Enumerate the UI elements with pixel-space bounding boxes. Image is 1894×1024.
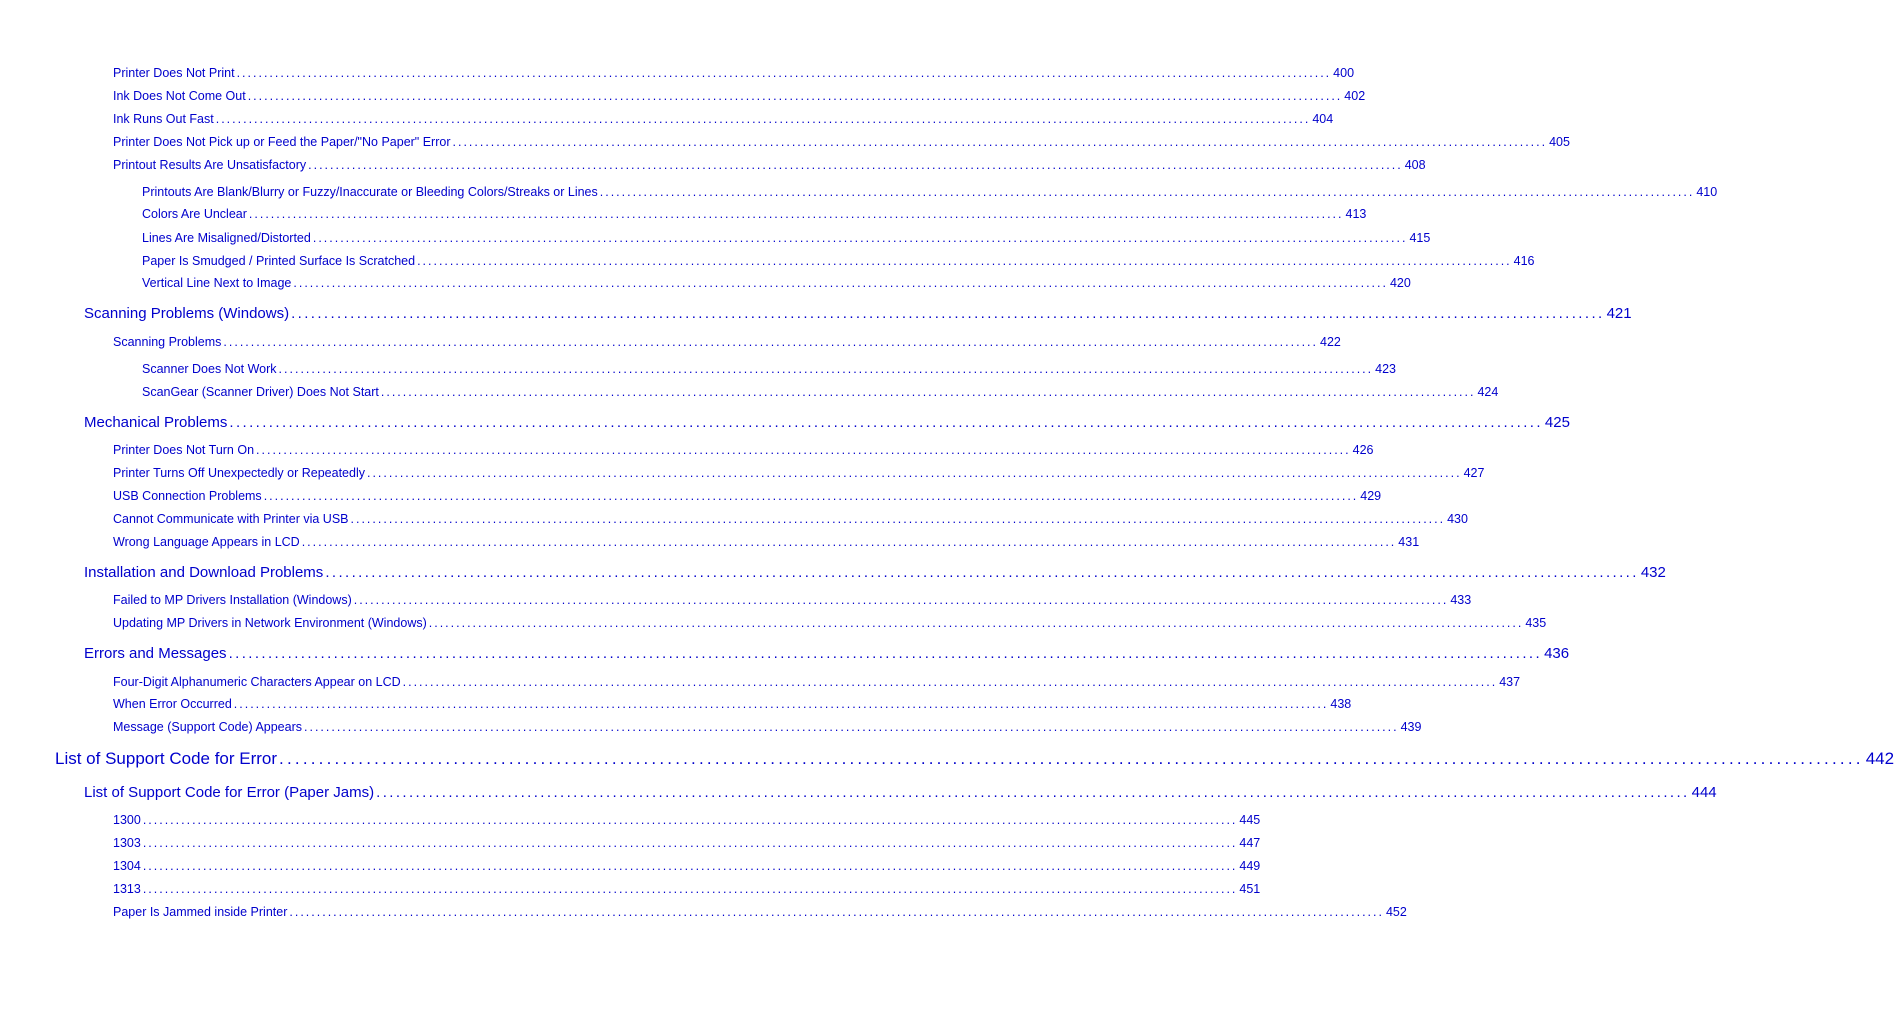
toc-entry[interactable] xyxy=(113,675,1521,689)
dot-leader: ........................................................................................................................................................................................................ xyxy=(142,882,1238,896)
toc-entry[interactable] xyxy=(55,749,1894,769)
toc-entry-page-number: 425 xyxy=(1544,414,1570,431)
toc-entry[interactable] xyxy=(113,882,1261,896)
toc-entry-title: Scanner Does Not Work xyxy=(142,362,277,376)
toc-entry-title: Printouts Are Blank/Blurry or Fuzzy/Inaccurate or Bleeding Colors/Streaks or Lines xyxy=(142,185,598,199)
dot-leader: ........................................................................................................................................................................................................ xyxy=(278,362,1374,376)
toc-entry-page-number: 408 xyxy=(1404,158,1426,172)
toc-entry-title: Printer Does Not Turn On xyxy=(113,443,255,457)
toc-entry[interactable] xyxy=(113,135,1570,149)
toc-entry-title: Scanning Problems (Windows) xyxy=(84,305,290,322)
toc-entry-page-number: 413 xyxy=(1345,207,1367,221)
toc-entry-title: 1313 xyxy=(113,882,141,896)
toc-entry-page-number: 421 xyxy=(1606,305,1632,322)
dot-leader: ........................................................................................................................................................................................................ xyxy=(233,697,1329,711)
toc-entry[interactable] xyxy=(113,535,1420,549)
toc-entry[interactable] xyxy=(113,859,1261,873)
toc-entry-page-number: 444 xyxy=(1691,784,1717,801)
dot-leader: ........................................................................................................................................................................................................ xyxy=(142,836,1238,850)
dot-leader: ........................................................................................................................................................................................................ xyxy=(304,720,1399,734)
toc-entry-title: Cannot Communicate with Printer via USB xyxy=(113,512,349,526)
dot-leader: ........................................................................................................................................................................................................ xyxy=(599,185,1695,199)
dot-leader: ........................................................................................................................................................................................................ xyxy=(325,564,1639,581)
dot-leader: ........................................................................................................................................................................................................ xyxy=(380,385,1476,399)
toc-entry-page-number: 424 xyxy=(1477,385,1499,399)
toc-entry[interactable] xyxy=(113,443,1374,457)
toc-entry-title: 1303 xyxy=(113,836,141,850)
toc-entry[interactable] xyxy=(113,489,1382,503)
toc-entry[interactable] xyxy=(113,66,1355,80)
dot-leader: ........................................................................................................................................................................................................ xyxy=(279,749,1864,768)
toc-entry-page-number: 429 xyxy=(1360,489,1382,503)
toc-entry-title: USB Connection Problems xyxy=(113,489,262,503)
toc-entry-page-number: 442 xyxy=(1865,749,1894,768)
toc-entry-page-number: 431 xyxy=(1398,535,1420,549)
dot-leader: ........................................................................................................................................................................................................ xyxy=(215,112,1311,126)
toc-entry-page-number: 433 xyxy=(1450,593,1472,607)
toc-entry[interactable] xyxy=(142,207,1367,221)
toc-entry-title: Paper Is Jammed inside Printer xyxy=(113,905,288,919)
toc-entry-title: Printout Results Are Unsatisfactory xyxy=(113,158,307,172)
dot-leader: ........................................................................................................................................................................................................ xyxy=(248,207,1344,221)
toc-entry-page-number: 439 xyxy=(1400,720,1422,734)
toc-entry-page-number: 426 xyxy=(1352,443,1374,457)
toc-entry-page-number: 435 xyxy=(1525,616,1547,630)
toc-entry-title: Ink Does Not Come Out xyxy=(113,89,246,103)
toc-entry[interactable] xyxy=(113,813,1261,827)
dot-leader: ........................................................................................................................................................................................................ xyxy=(402,675,1498,689)
toc-entry-title: When Error Occurred xyxy=(113,697,232,711)
dot-leader: ........................................................................................................................................................................................................ xyxy=(142,813,1238,827)
toc-entry-title: ScanGear (Scanner Driver) Does Not Start xyxy=(142,385,379,399)
toc-entry[interactable] xyxy=(84,784,1717,801)
toc-entry[interactable] xyxy=(113,89,1366,103)
dot-leader: ........................................................................................................................................................................................................ xyxy=(452,135,1548,149)
toc-entry-title: List of Support Code for Error (Paper Jams) xyxy=(84,784,375,801)
toc-entry[interactable] xyxy=(113,905,1407,919)
toc-entry-title: Installation and Download Problems xyxy=(84,564,324,581)
dot-leader: ........................................................................................................................................................................................................ xyxy=(376,784,1690,801)
toc-entry[interactable] xyxy=(142,362,1396,376)
toc-entry[interactable] xyxy=(142,385,1499,399)
toc-entry-page-number: 451 xyxy=(1239,882,1261,896)
toc-entry-title: List of Support Code for Error xyxy=(55,749,278,768)
toc-entry-page-number: 402 xyxy=(1344,89,1366,103)
toc-entry[interactable] xyxy=(113,593,1472,607)
toc-entry-page-number: 449 xyxy=(1239,859,1261,873)
toc-entry-page-number: 430 xyxy=(1447,512,1468,526)
toc-entry-page-number: 420 xyxy=(1389,276,1411,290)
dot-leader: ........................................................................................................................................................................................................ xyxy=(353,593,1449,607)
dot-leader: ........................................................................................................................................................................................................ xyxy=(428,616,1524,630)
dot-leader: ........................................................................................................................................................................................................ xyxy=(291,305,1605,322)
dot-leader: ........................................................................................................................................................................................................ xyxy=(312,231,1408,245)
toc-entry-title: Failed to MP Drivers Installation (Windows) xyxy=(113,593,352,607)
toc-entry-page-number: 410 xyxy=(1696,185,1718,199)
dot-leader: ........................................................................................................................................................................................................ xyxy=(223,335,1318,349)
toc-entry[interactable] xyxy=(142,185,1718,199)
toc-entry-title: Ink Runs Out Fast xyxy=(113,112,214,126)
toc-entry-title: Four-Digit Alphanumeric Characters Appear on LCD xyxy=(113,675,401,689)
dot-leader: ........................................................................................................................................................................................................ xyxy=(236,66,1332,80)
dot-leader: ........................................................................................................................................................................................................ xyxy=(229,414,1543,431)
dot-leader: ........................................................................................................................................................................................................ xyxy=(308,158,1403,172)
toc-entry[interactable] xyxy=(142,276,1411,290)
dot-leader: ........................................................................................................................................................................................................ xyxy=(350,512,1446,526)
toc-entry-title: Colors Are Unclear xyxy=(142,207,247,221)
toc-entry[interactable] xyxy=(84,645,1570,662)
dot-leader: ........................................................................................................................................................................................................ xyxy=(289,905,1384,919)
toc-entry-title: Mechanical Problems xyxy=(84,414,228,431)
dot-leader: ........................................................................................................................................................................................................ xyxy=(263,489,1359,503)
toc-entry-page-number: 416 xyxy=(1513,254,1535,268)
toc-entry-title: Vertical Line Next to Image xyxy=(142,276,292,290)
toc-entry-title: Scanning Problems xyxy=(113,335,222,349)
toc-entry-page-number: 432 xyxy=(1640,564,1666,581)
toc-entry[interactable] xyxy=(84,564,1666,581)
toc-entry-page-number: 404 xyxy=(1312,112,1334,126)
toc-entry-title: Errors and Messages xyxy=(84,645,227,662)
toc-entry-title: 1304 xyxy=(113,859,141,873)
toc-entry-page-number: 405 xyxy=(1549,135,1570,149)
toc-entry-page-number: 447 xyxy=(1239,836,1261,850)
toc-entry-page-number: 427 xyxy=(1463,466,1485,480)
toc-entry[interactable] xyxy=(113,466,1485,480)
toc-entry[interactable] xyxy=(113,335,1341,349)
toc-entry-title: Printer Turns Off Unexpectedly or Repeatedly xyxy=(113,466,365,480)
toc-entry-title: Wrong Language Appears in LCD xyxy=(113,535,300,549)
toc-entry[interactable] xyxy=(84,414,1570,431)
toc-entry-page-number: 415 xyxy=(1409,231,1431,245)
toc-entry-page-number: 437 xyxy=(1499,675,1521,689)
toc-entry-page-number: 400 xyxy=(1333,66,1355,80)
toc-entry-page-number: 422 xyxy=(1320,335,1341,349)
toc-entry-title: Paper Is Smudged / Printed Surface Is Scratched xyxy=(142,254,416,268)
toc-entry-title: 1300 xyxy=(113,813,141,827)
toc-entry[interactable] xyxy=(113,720,1422,734)
toc-entry[interactable] xyxy=(142,231,1431,245)
toc-entry-page-number: 445 xyxy=(1239,813,1261,827)
dot-leader: ........................................................................................................................................................................................................ xyxy=(142,859,1238,873)
toc-entry[interactable] xyxy=(113,697,1352,711)
toc-entry-page-number: 436 xyxy=(1544,645,1570,662)
dot-leader: ........................................................................................................................................................................................................ xyxy=(417,254,1512,268)
toc-entry[interactable] xyxy=(113,836,1261,850)
toc-entry[interactable] xyxy=(84,305,1632,322)
toc-entry-page-number: 438 xyxy=(1330,697,1352,711)
toc-entry-page-number: 423 xyxy=(1375,362,1396,376)
dot-leader: ........................................................................................................................................................................................................ xyxy=(228,645,1543,662)
toc-entry[interactable] xyxy=(113,616,1547,630)
toc-entry-title: Printer Does Not Pick up or Feed the Paper/"No Paper" Error xyxy=(113,135,451,149)
dot-leader: ........................................................................................................................................................................................................ xyxy=(301,535,1397,549)
dot-leader: ........................................................................................................................................................................................................ xyxy=(256,443,1351,457)
toc-entry[interactable] xyxy=(142,254,1535,268)
toc-entry-title: Updating MP Drivers in Network Environment (Windows) xyxy=(113,616,427,630)
toc-entry[interactable] xyxy=(113,112,1334,126)
toc-entry-page-number: 452 xyxy=(1385,905,1407,919)
toc-entry-title: Lines Are Misaligned/Distorted xyxy=(142,231,311,245)
toc-entry-title: Printer Does Not Print xyxy=(113,66,235,80)
toc-entry-title: Message (Support Code) Appears xyxy=(113,720,302,734)
dot-leader: ........................................................................................................................................................................................................ xyxy=(366,466,1462,480)
dot-leader: ........................................................................................................................................................................................................ xyxy=(293,276,1388,290)
toc-entry[interactable] xyxy=(113,158,1426,172)
dot-leader: ........................................................................................................................................................................................................ xyxy=(247,89,1343,103)
toc-entry[interactable] xyxy=(113,512,1468,526)
